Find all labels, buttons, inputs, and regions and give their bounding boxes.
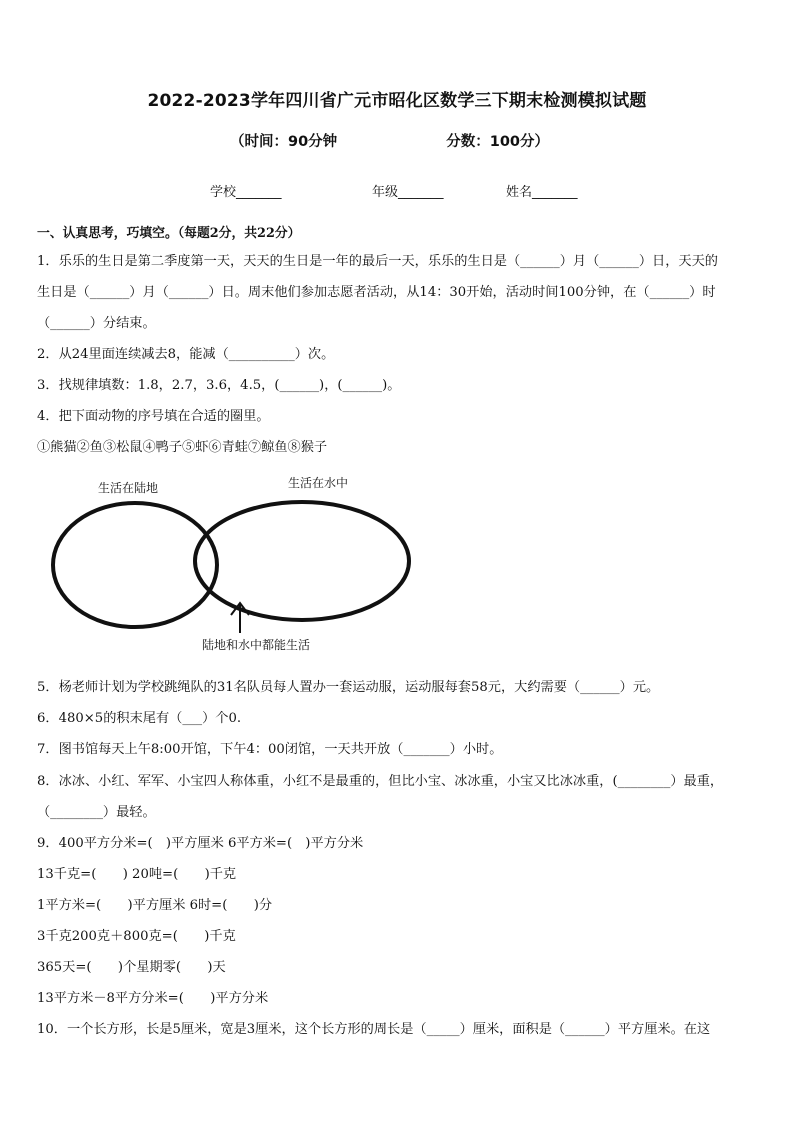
both-label: 陆地和水中都能生活 xyxy=(202,638,311,652)
exam-time: （时间：90分钟 xyxy=(230,134,338,150)
school-field: 学校_______ xyxy=(210,185,282,200)
question-9-line-6: 13平方米－8平方分米=( )平方分米 xyxy=(37,991,269,1006)
land-label: 生活在陆地 xyxy=(98,481,159,495)
question-4-items: ①熊猫②鱼③松鼠④鸭子⑤虾⑥青蛙⑦鲸鱼⑧猴子 xyxy=(37,440,328,455)
exam-score: 分数：100分） xyxy=(446,134,550,150)
grade-field: 年级_______ xyxy=(372,185,444,200)
question-3: 3．找规律填数：1.8，2.7，3.6，4.5，(______)，(______)。 xyxy=(37,378,401,393)
question-1-line-1: 1．乐乐的生日是第二季度第一天，天天的生日是一年的最后一天，乐乐的生日是（______）月（______）日，天天的 xyxy=(37,254,718,269)
question-7: 7．图书馆每天上午8:00开馆，下午4：00闭馆，一天共开放（_______）小时。 xyxy=(37,742,503,757)
question-1-line-3: （______）分结束。 xyxy=(37,316,156,331)
water-label: 生活在水中 xyxy=(288,476,349,490)
venn-diagram xyxy=(40,468,420,658)
water-circle xyxy=(195,502,409,620)
question-6: 6．480×5的积末尾有（___）个0. xyxy=(37,711,242,726)
question-9-line-4: 3千克200克＋800克=( )千克 xyxy=(37,929,236,944)
question-9-line-3: 1平方米=( )平方厘米 6时=( )分 xyxy=(37,898,273,913)
question-4: 4．把下面动物的序号填在合适的圈里。 xyxy=(37,409,270,424)
question-10: 10．一个长方形，长是5厘米，宽是3厘米，这个长方形的周长是（_____）厘米，面积是（______）平方厘米。在这 xyxy=(37,1022,711,1037)
exam-meta xyxy=(230,130,549,151)
question-5: 5．杨老师计划为学校跳绳队的31名队员每人置办一套运动服，运动服每套58元，大约需要（______）元。 xyxy=(37,680,660,695)
question-9-line-5: 365天=( )个星期零( )天 xyxy=(37,960,226,975)
section-heading: 一、认真思考，巧填空。（每题2分，共22分） xyxy=(37,226,301,241)
question-9-line-2: 13千克=( ) 20吨=( )千克 xyxy=(37,867,237,882)
question-2: 2．从24里面连续减去8，能减（__________）次。 xyxy=(37,347,335,362)
name-field: 姓名_______ xyxy=(506,185,578,200)
page-title: 2022-2023学年四川省广元市昭化区数学三下期末检测模拟试题 xyxy=(147,91,647,111)
question-9-line-1: 9．400平方分米=( )平方厘米 6平方米=( )平方分米 xyxy=(37,836,364,851)
land-circle xyxy=(53,503,217,627)
question-1-line-2: 生日是（______）月（______）日。周末他们参加志愿者活动，从14：30开始，活动时间100分钟，在（______）时 xyxy=(37,285,716,300)
question-8-line-2: （________）最轻。 xyxy=(37,805,156,820)
question-8-line-1: 8．冰冰、小红、军军、小宝四人称体重，小红不是最重的，但比小宝、冰冰重，小宝又比冰冰重，(________）最重， xyxy=(37,774,724,789)
